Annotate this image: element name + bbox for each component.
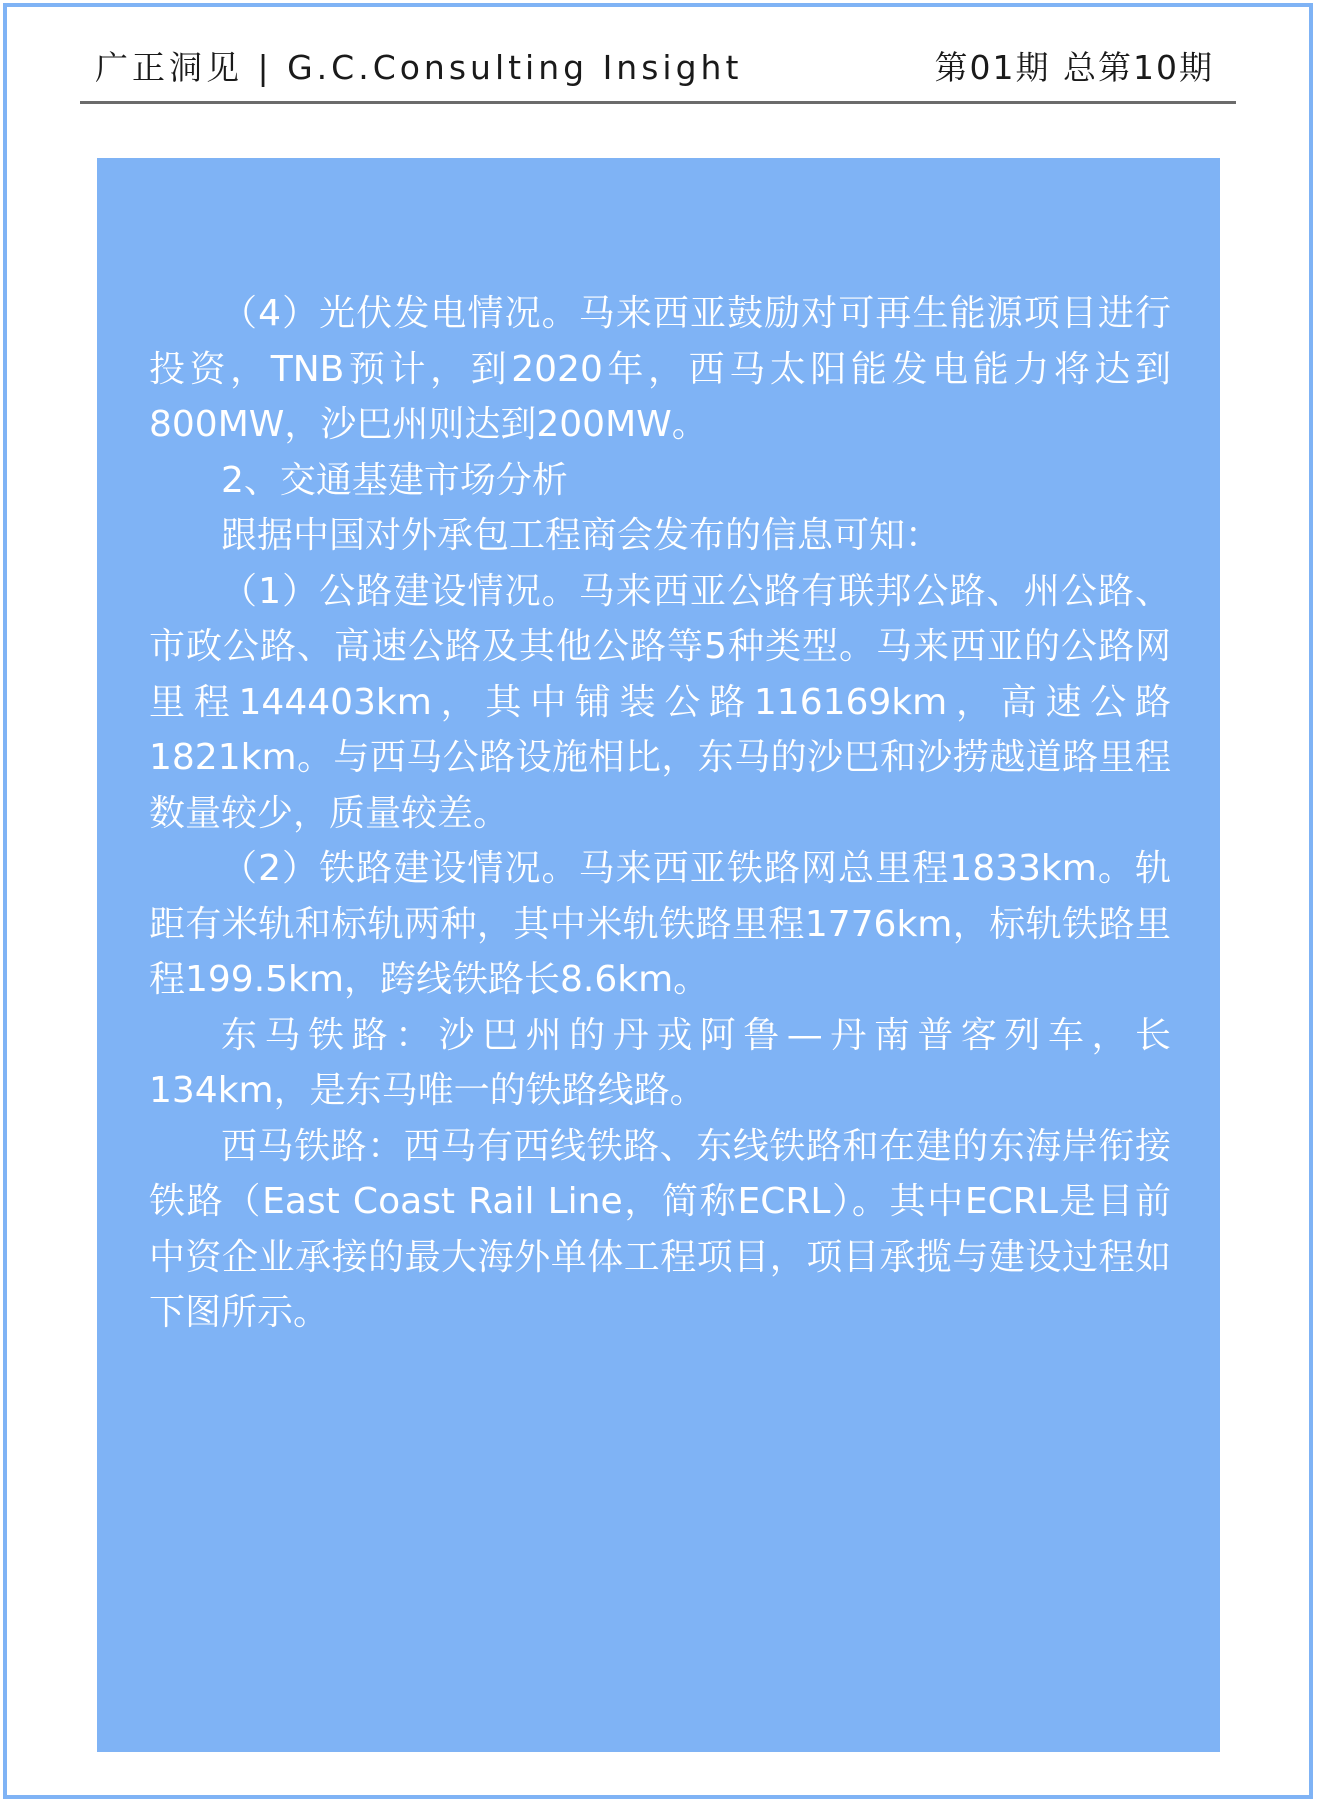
header-divider: [80, 101, 1236, 104]
publication-title: 广正洞见 | G.C.Consulting Insight: [95, 48, 743, 87]
paragraph-east-railway: 东马铁路：沙巴州的丹戎阿鲁—丹南普客列车，长134km，是东马唯一的铁路线路。: [149, 1014, 1171, 1111]
paragraph-west-railway: 西马铁路：西马有西线铁路、东线铁路和在建的东海岸衔接铁路（East Coast Rail Line，简称ECRL）。其中ECRL是目前中资企业承接的最大海外单体工程项目，项目承揽与建设过程如下图所示。: [149, 1125, 1171, 1333]
paragraph-solar-power: （4）光伏发电情况。马来西亚鼓励对可再生能源项目进行投资，TNB预计，到2020年，西马太阳能发电能力将达到800MW，沙巴州则达到200MW。: [149, 293, 1171, 445]
page-header: [80, 38, 1236, 98]
section-heading-transport: 2、交通基建市场分析: [221, 459, 568, 501]
paragraph-railway: （2）铁路建设情况。马来西亚铁路网总里程1833km。轨距有米轨和标轨两种，其中米轨铁路里程1776km，标轨铁路里程199.5km，跨线铁路长8.6km。: [149, 848, 1171, 1000]
issue-number: 第01期 总第10期: [934, 48, 1214, 87]
paragraph-source-intro: 跟据中国对外承包工程商会发布的信息可知：: [221, 515, 942, 556]
article-body: [149, 286, 1171, 1341]
content-panel: [97, 158, 1220, 1752]
paragraph-highway: （1）公路建设情况。马来西亚公路有联邦公路、州公路、市政公路、高速公路及其他公路等5种类型。马来西亚的公路网里程144403km，其中铺装公路116169km，高速公路1821km。与西马公路设施相比，东马的沙巴和沙捞越道路里程数量较少，质量较差。: [149, 570, 1171, 834]
